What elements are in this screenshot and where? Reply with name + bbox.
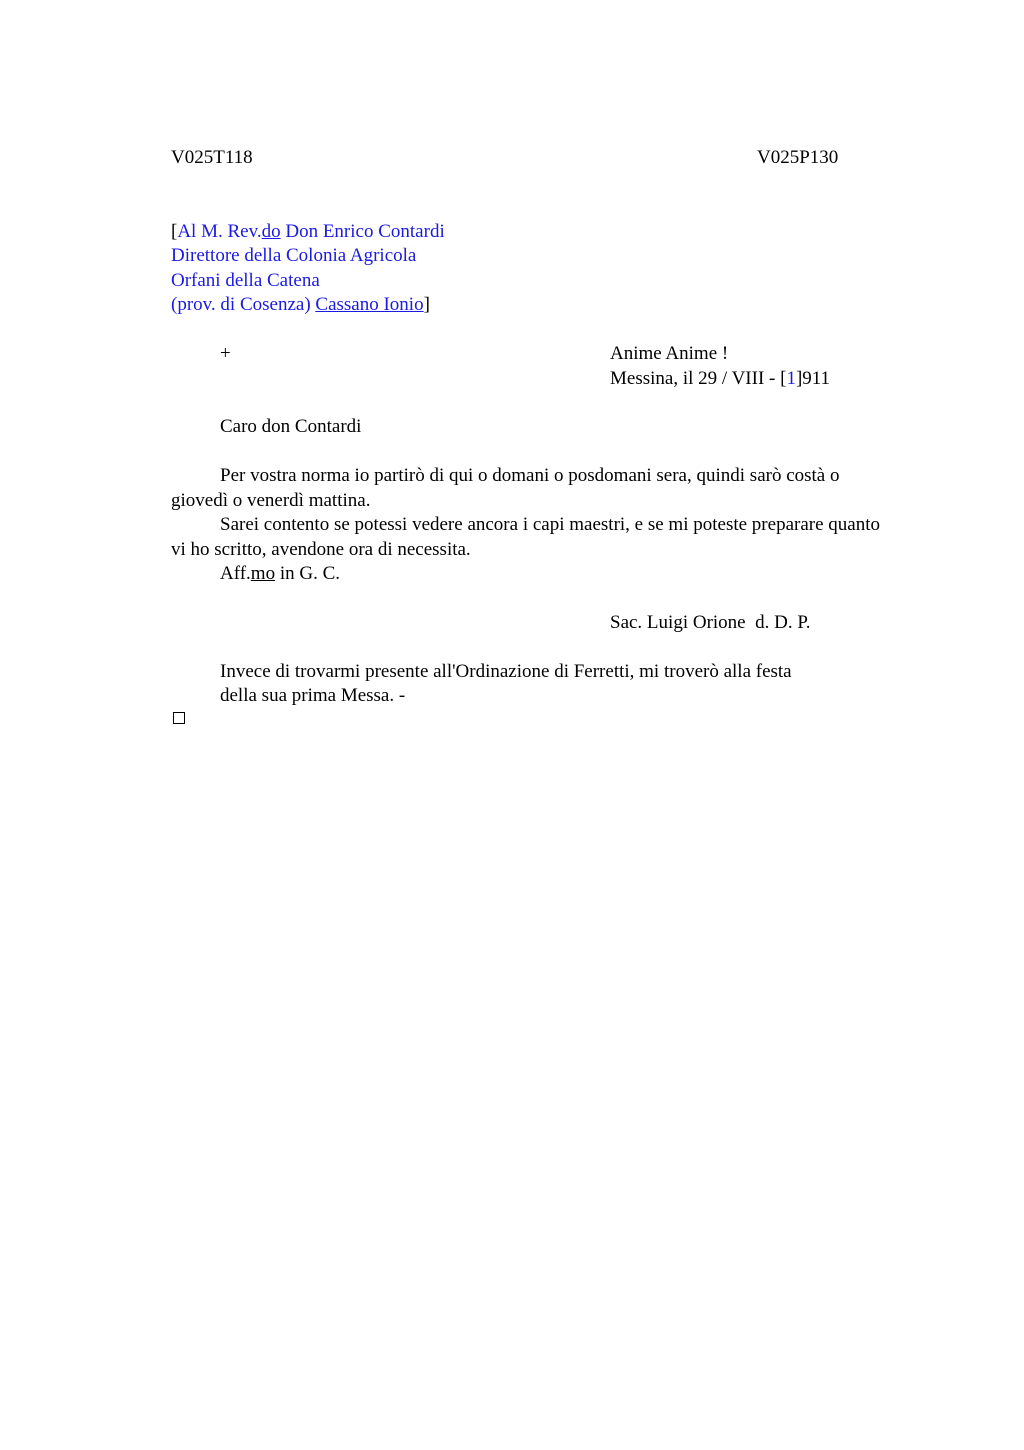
postscript-line-1: Invece di trovarmi presente all'Ordinazione di Ferretti, mi troverò alla festa: [220, 661, 792, 682]
closing-line: [220, 562, 340, 586]
address-place: Cassano Ionio: [315, 294, 424, 315]
date-insert: 1: [786, 368, 796, 389]
date-line: [610, 367, 830, 391]
address-recipient-name: Don Enrico Contardi: [280, 221, 445, 242]
document-code-right: V025P130: [757, 147, 839, 168]
postscript-line-2: della sua prima Messa. -: [220, 685, 406, 706]
end-marker-box-icon: [173, 712, 185, 724]
address-close-bracket: ]: [423, 294, 430, 315]
salutation: Caro don Contardi: [220, 416, 362, 437]
address-line-2: Direttore della Colonia Agricola: [171, 245, 417, 266]
motto: Anime Anime !: [610, 343, 729, 364]
address-line-3: Orfani della Catena: [171, 270, 320, 291]
address-title: Al M. Rev.: [177, 221, 262, 242]
closing-abbrev: mo: [250, 563, 276, 584]
cross-symbol: +: [220, 343, 231, 364]
date-suffix: 911: [802, 368, 831, 389]
closing-prefix: Aff.: [220, 563, 251, 584]
address-province: (prov. di Cosenza): [171, 294, 316, 315]
address-line-1: [171, 220, 445, 244]
paragraph-2: Sarei contento se potessi vedere ancora i capi maestri, e se mi poteste preparare quanto vi ho scritto, avendone ora di necessita.: [171, 514, 880, 560]
address-line-4: [171, 293, 430, 317]
closing-suffix: in G. C.: [275, 563, 341, 584]
address-title-abbrev: do: [261, 221, 281, 242]
document-code-left: V025T118: [171, 147, 253, 168]
date-close-bracket: ]: [795, 368, 803, 389]
signature: Sac. Luigi Orione d. D. P.: [610, 612, 811, 633]
date-prefix: Messina, il 29 / VIII - [: [610, 368, 787, 389]
address-open-bracket: [: [171, 221, 178, 242]
paragraph-1: Per vostra norma io partirò di qui o domani o posdomani sera, quindi sarò costà o giovedì o venerdì mattina.: [171, 465, 840, 511]
